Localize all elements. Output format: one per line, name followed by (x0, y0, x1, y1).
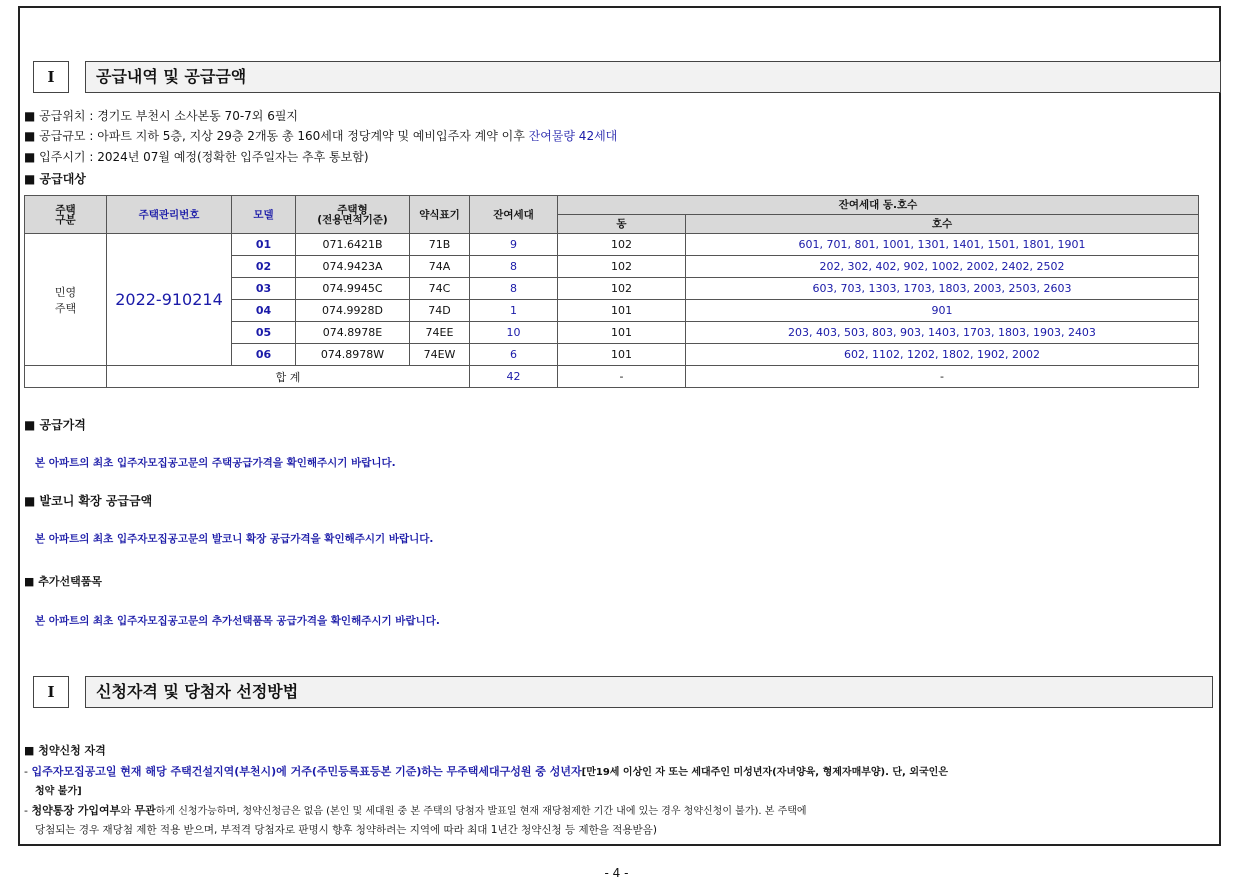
area-cell: 074.8978W (296, 344, 410, 366)
total-dong: - (558, 366, 686, 388)
ho-cell: 202, 302, 402, 902, 1002, 2002, 2402, 2502 (686, 256, 1199, 278)
ho-cell: 603, 703, 1303, 1703, 1803, 2003, 2503, 2603 (686, 278, 1199, 300)
header-area: 주택형 (전용면적기준) (296, 196, 410, 234)
dong-cell: 102 (558, 256, 686, 278)
area-cell: 071.6421B (296, 234, 410, 256)
area-cell: 074.8978E (296, 322, 410, 344)
remaining-cell: 10 (470, 322, 558, 344)
section-number: I (33, 676, 69, 708)
header-house-type: 주택 구분 (25, 196, 107, 234)
model-cell: 05 (232, 322, 296, 344)
header-dong: 동 (558, 215, 686, 234)
eligibility-heading: ■ 청약신청 자격 (24, 744, 106, 757)
house-type-cell: 민영 주택 (25, 234, 107, 366)
abbr-cell: 74EW (410, 344, 470, 366)
balcony-note: 본 아파트의 최초 입주자모집공고문의 발코니 확장 공급가격을 확인해주시기 바랍니다. (35, 533, 434, 545)
abbr-cell: 71B (410, 234, 470, 256)
ho-cell: 203, 403, 503, 803, 903, 1403, 1703, 1803, 1903, 2403 (686, 322, 1199, 344)
table-row (25, 234, 1199, 256)
price-heading: ■ 공급가격 (24, 418, 86, 432)
house-type-cell-bottom (25, 366, 107, 388)
area-cell: 074.9423A (296, 256, 410, 278)
section-number: I (33, 61, 69, 93)
remaining-cell: 8 (470, 278, 558, 300)
dong-cell: 102 (558, 278, 686, 300)
header-ho: 호수 (686, 215, 1199, 234)
abbr-cell: 74D (410, 300, 470, 322)
supply-scale-text: ■ 공급규모 : 아파트 지하 5층, 지상 29층 2개동 총 160세대 정당계약 및 예비입주자 계약 이후 (24, 129, 529, 143)
supply-scale (24, 127, 617, 144)
total-remaining: 42 (470, 366, 558, 388)
options-heading: ■ 추가선택품목 (24, 575, 102, 588)
model-cell: 04 (232, 300, 296, 322)
supply-target-heading: ■ 공급대상 (24, 172, 86, 186)
area-cell: 074.9945C (296, 278, 410, 300)
supply-scale-highlight: 잔여물량 42세대 (528, 129, 618, 143)
section-header-eligibility (33, 676, 1221, 708)
total-label: 합 계 (107, 366, 470, 388)
abbr-cell: 74A (410, 256, 470, 278)
dong-cell: 101 (558, 344, 686, 366)
supply-location: ■ 공급위치 : 경기도 부천시 소사본동 70-7외 6필지 (24, 109, 299, 123)
section-title: 신청자격 및 당첨자 선정방법 (85, 676, 1213, 708)
model-cell: 02 (232, 256, 296, 278)
balcony-heading: ■ 발코니 확장 공급금액 (24, 494, 153, 508)
ho-cell: 901 (686, 300, 1199, 322)
eligibility-item-1-highlight: 입주자모집공고일 현재 해당 주택건설지역(부천시)에 거주(주민등록표등본 기준)하는 무주택세대구성원 중 성년자 (31, 765, 582, 778)
dong-cell: 102 (558, 234, 686, 256)
header-dongho: 잔여세대 동.호수 (558, 196, 1199, 215)
eligibility-item-2: - 청약통장 가입여부와 무관하게 신청가능하며, 청약신청금은 없음 (본인 및 세대원 중 본 주택의 당첨자 발표일 현재 재당첨제한 기간 내에 있는 경우 청약신청이 불가). 본 주택에 (24, 804, 807, 817)
eligibility-item-1: - 입주자모집공고일 현재 해당 주택건설지역(부천시)에 거주(주민등록표등본 기준)하는 무주택세대구성원 중 성년자[만19세 이상인 자 또는 세대주인 미성년자(자녀양육, 형제자매부양). 단, 외국인은 (24, 765, 948, 778)
header-mgmt-no: 주택관리번호 (107, 196, 232, 234)
move-in-date: ■ 입주시기 : 2024년 07월 예정(정확한 입주일자는 추후 통보함) (24, 150, 369, 164)
mgmt-no-cell: 2022-910214 (107, 234, 232, 366)
abbr-cell: 74EE (410, 322, 470, 344)
header-model: 모델 (232, 196, 296, 234)
dong-cell: 101 (558, 300, 686, 322)
model-cell: 06 (232, 344, 296, 366)
remaining-cell: 9 (470, 234, 558, 256)
eligibility-item-2-cont: 당첨되는 경우 재당첨 제한 적용 받으며, 부적격 당첨자로 판명시 향후 청약하려는 지역에 따라 최대 1년간 청약신청 등 제한을 적용받음) (35, 824, 657, 836)
model-cell: 03 (232, 278, 296, 300)
total-ho: - (686, 366, 1199, 388)
ho-cell: 601, 701, 801, 1001, 1301, 1401, 1501, 1801, 1901 (686, 234, 1199, 256)
remaining-cell: 8 (470, 256, 558, 278)
section-header-supply (33, 61, 1221, 93)
supply-table (24, 195, 1199, 388)
price-note: 본 아파트의 최초 입주자모집공고문의 주택공급가격을 확인해주시기 바랍니다. (35, 457, 396, 469)
remaining-cell: 1 (470, 300, 558, 322)
remaining-cell: 6 (470, 344, 558, 366)
header-remaining: 잔여세대 (470, 196, 558, 234)
section-title: 공급내역 및 공급금액 (85, 61, 1221, 93)
dong-cell: 101 (558, 322, 686, 344)
options-note: 본 아파트의 최초 입주자모집공고문의 추가선택품목 공급가격을 확인해주시기 바랍니다. (35, 615, 440, 627)
eligibility-item-1-cont: 청약 불가] (35, 786, 82, 797)
area-cell: 074.9928D (296, 300, 410, 322)
model-cell: 01 (232, 234, 296, 256)
header-abbr: 약식표기 (410, 196, 470, 234)
table-total-row (25, 366, 1199, 388)
abbr-cell: 74C (410, 278, 470, 300)
page-number: - 4 - (604, 866, 629, 880)
ho-cell: 602, 1102, 1202, 1802, 1902, 2002 (686, 344, 1199, 366)
